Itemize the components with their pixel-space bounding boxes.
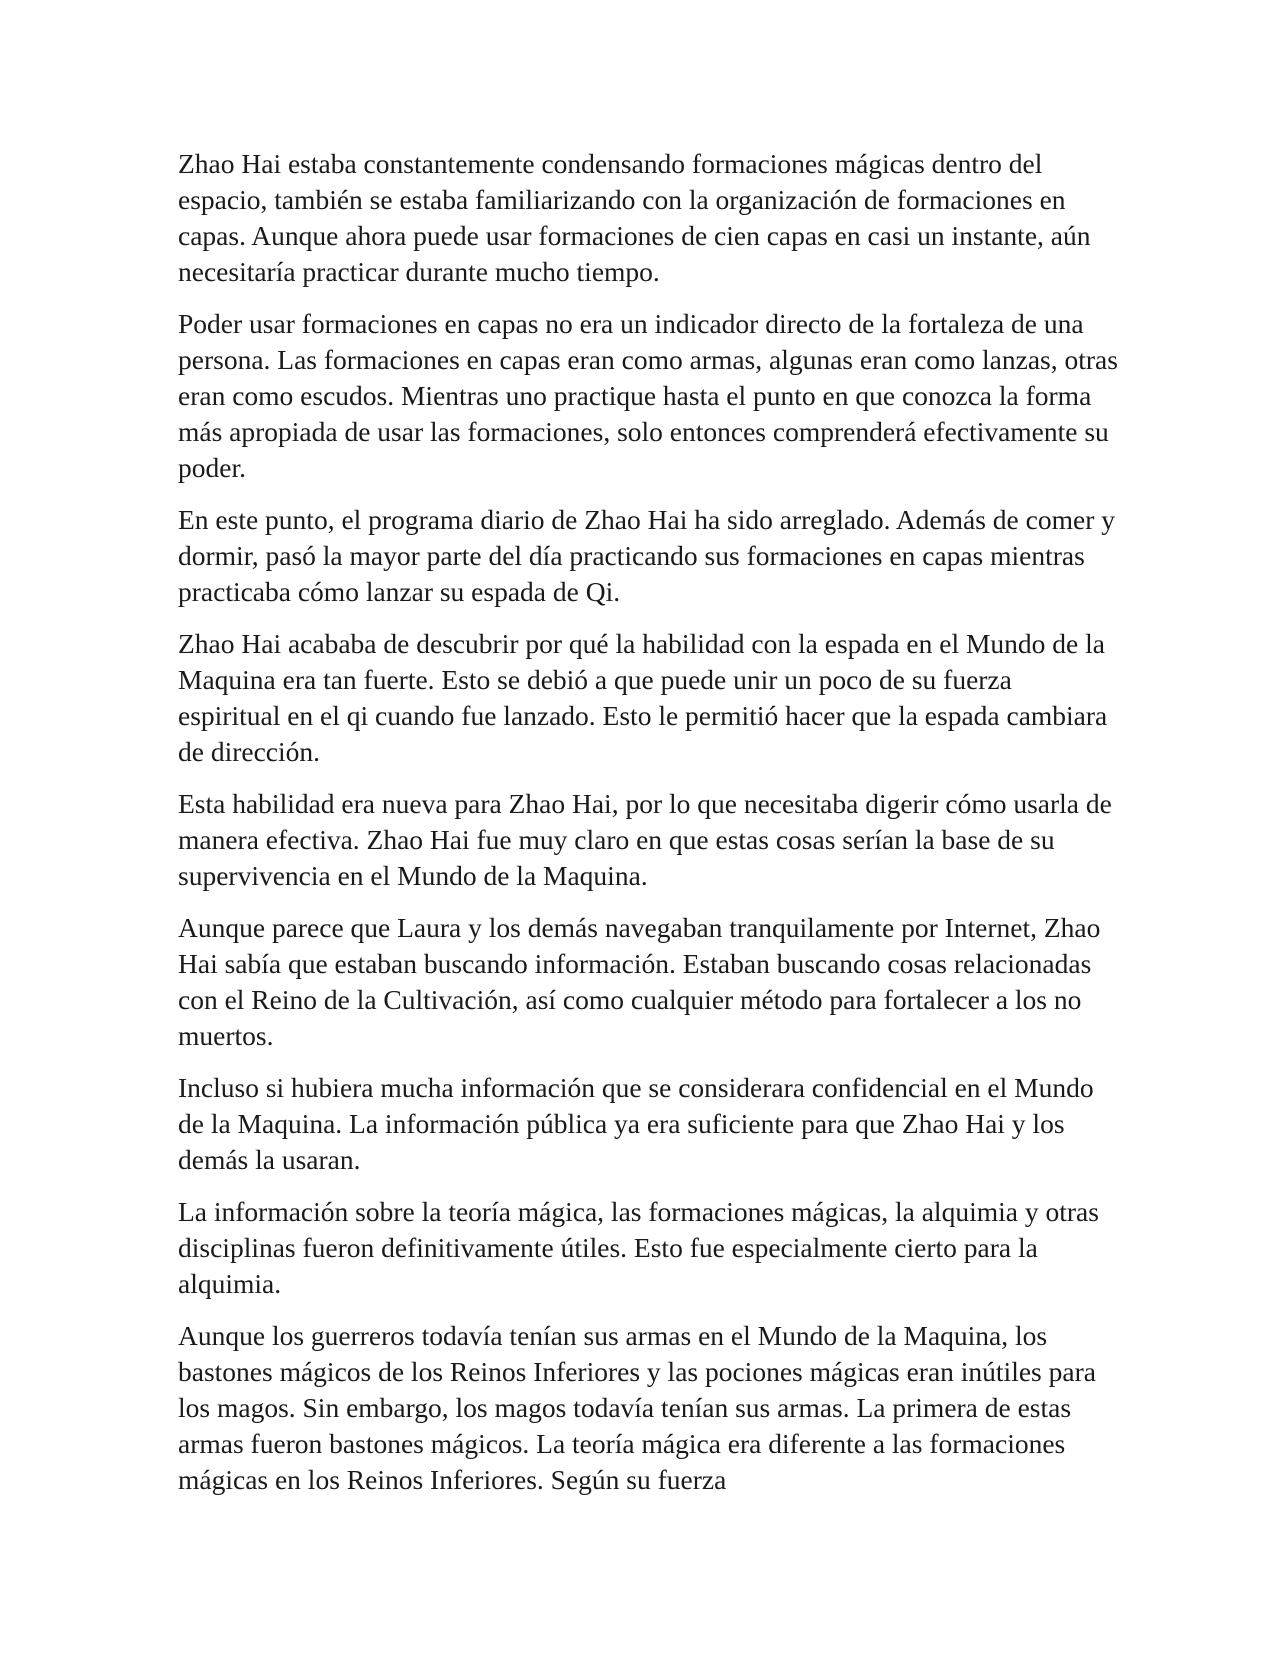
paragraph-1: Zhao Hai estaba constantemente condensando formaciones mágicas dentro del espacio, también se estaba familiarizando con la organización de formaciones en capas. Aunque ahora puede usar formaciones de cien capas en casi un instante, aún necesitaría practicar durante mucho tiempo.	[178, 148, 1091, 287]
paragraph-8: La información sobre la teoría mágica, las formaciones mágicas, la alquimia y otras disciplinas fueron definitivamente útiles. Esto fue especialmente cierto para la alquimia.	[178, 1196, 1099, 1299]
paragraph-9: Aunque los guerreros todavía tenían sus armas en el Mundo de la Maquina, los bastones mágicos de los Reinos Inferiores y las pociones mágicas eran inútiles para los magos. Sin embargo, los magos todavía tenían sus armas. La primera de estas armas fueron bastones mágicos. La teoría mágica era diferente a las formaciones mágicas en los Reinos Inferiores. Según su fuerza	[178, 1320, 1096, 1495]
paragraph-7: Incluso si hubiera mucha información que se considerara confidencial en el Mundo de la Maquina. La información pública ya era suficiente para que Zhao Hai y los demás la usaran.	[178, 1072, 1094, 1175]
paragraph-4: Zhao Hai acababa de descubrir por qué la habilidad con la espada en el Mundo de la Maquina era tan fuerte. Esto se debió a que puede unir un poco de su fuerza espiritual en el qi cuando fue lanzado. Esto le permitió hacer que la espada cambiara de dirección.	[178, 628, 1108, 767]
paragraph-3: En este punto, el programa diario de Zhao Hai ha sido arreglado. Además de comer y dormir, pasó la mayor parte del día practicando sus formaciones en capas mientras practicaba cómo lanzar su espada de Qi.	[178, 504, 1115, 607]
document-body	[178, 146, 1118, 1514]
paragraph-2: Poder usar formaciones en capas no era un indicador directo de la fortaleza de una persona. Las formaciones en capas eran como armas, algunas eran como lanzas, otras eran como escudos. Mientras uno practique hasta el punto en que conozca la forma más apropiada de usar las formaciones, solo entonces comprenderá efectivamente su poder.	[178, 308, 1118, 483]
paragraph-6: Aunque parece que Laura y los demás navegaban tranquilamente por Internet, Zhao Hai sabía que estaban buscando información. Estaban buscando cosas relacionadas con el Reino de la Cultivación, así como cualquier método para fortalecer a los no muertos.	[178, 912, 1101, 1051]
paragraph-5: Esta habilidad era nueva para Zhao Hai, por lo que necesitaba digerir cómo usarla de manera efectiva. Zhao Hai fue muy claro en que estas cosas serían la base de su supervivencia en el Mundo de la Maquina.	[178, 788, 1112, 891]
